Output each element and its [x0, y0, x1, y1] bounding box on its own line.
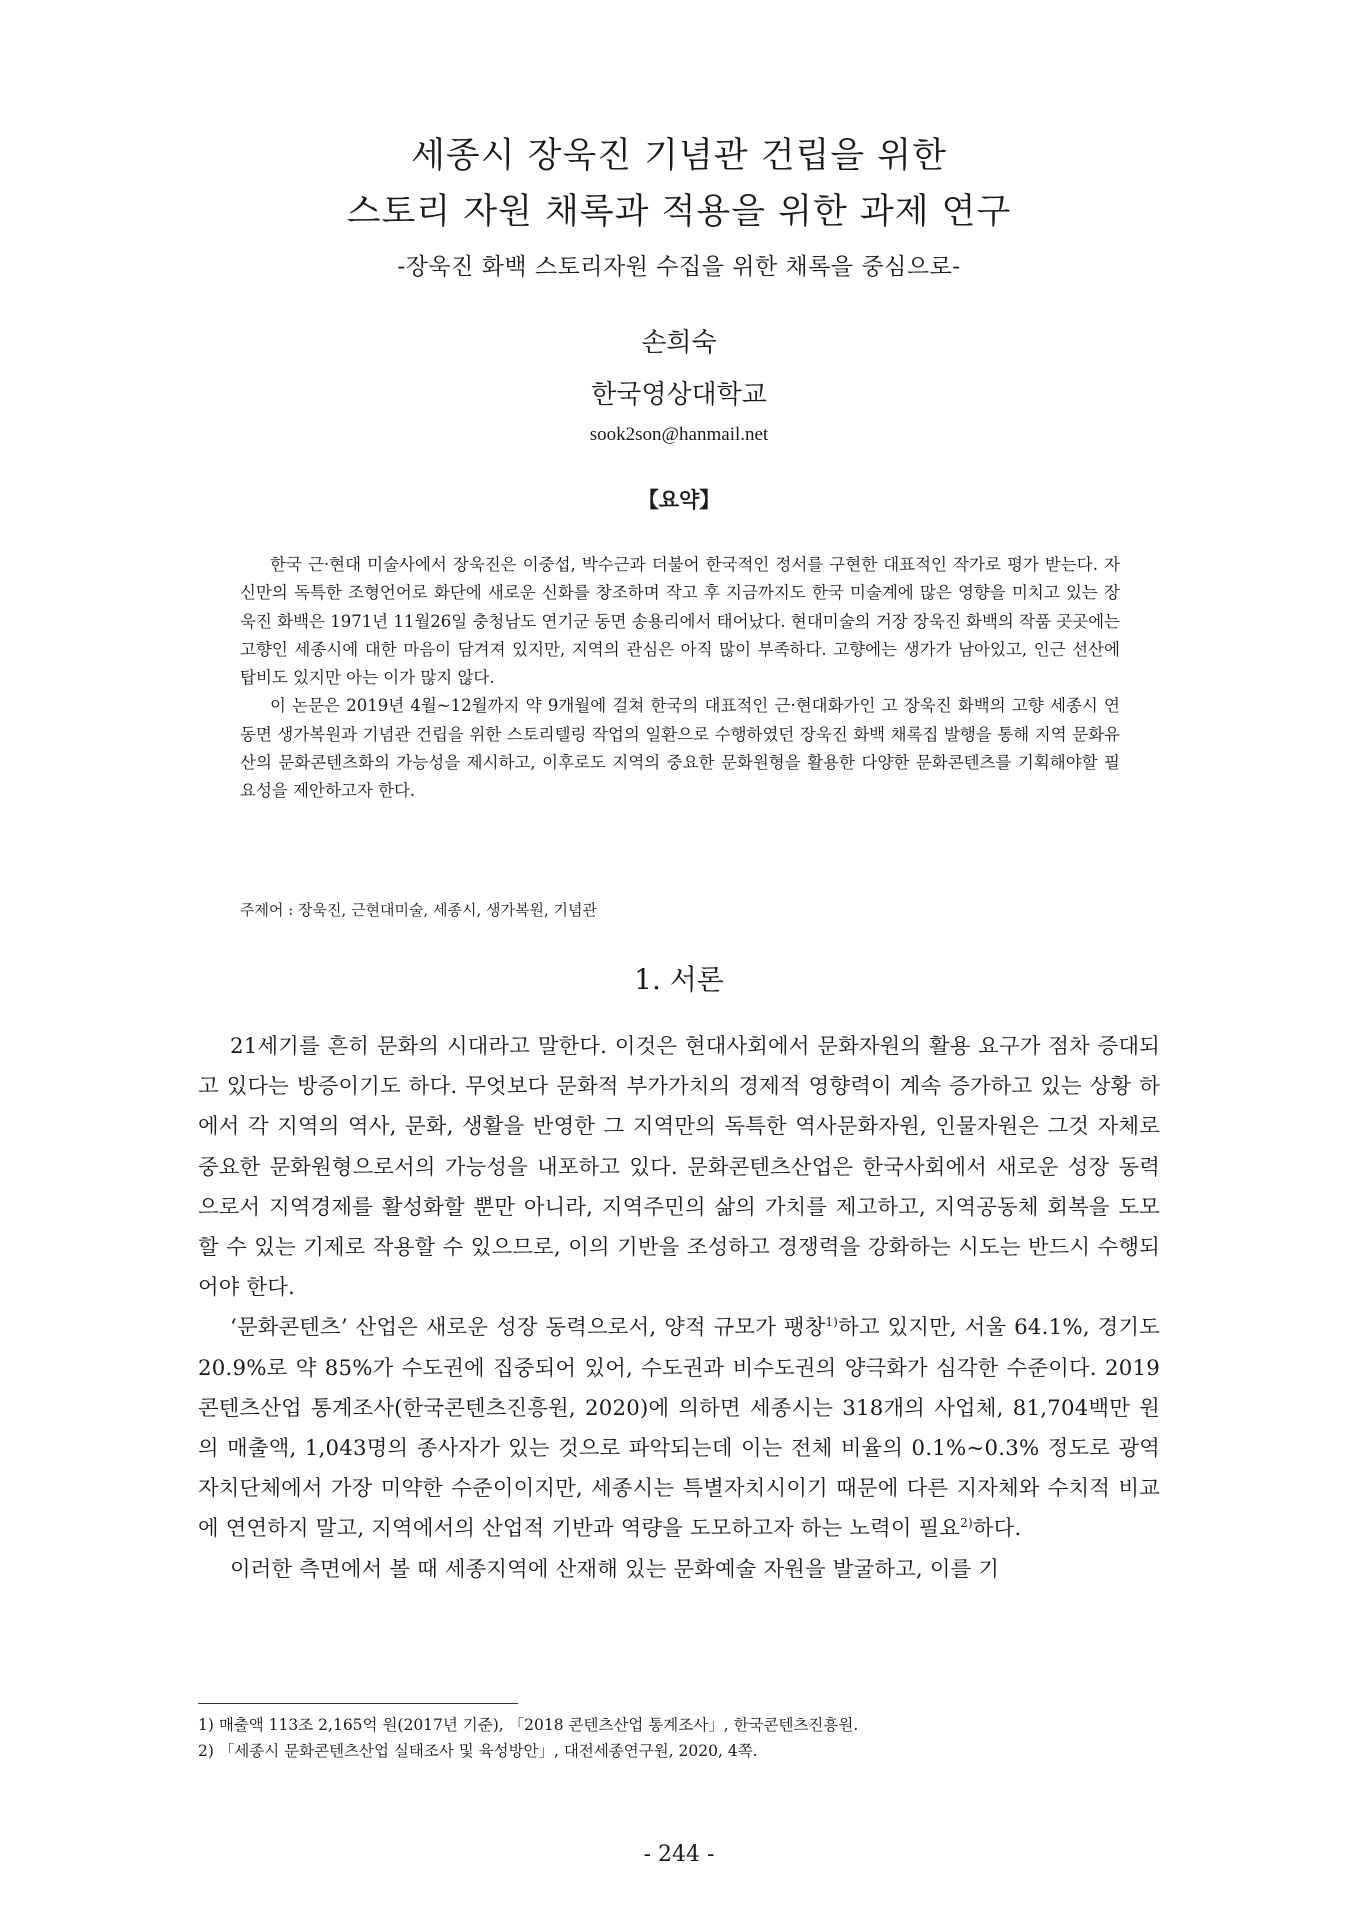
paper-subtitle: -장욱진 화백 스토리자원 수집을 위한 채록을 중심으로- [397, 254, 961, 280]
author-name: 손희숙 [641, 328, 717, 358]
body-paragraph: 이러한 측면에서 볼 때 세종지역에 산재해 있는 문화예술 자원을 발굴하고, 이를 기 [230, 1556, 1000, 1582]
abstract-heading: 【요약】 [637, 487, 721, 512]
body-paragraph: 21세기를 흔히 문화의 시대라고 말한다. 이것은 현대사회에서 문화자원의 활용 요구가 점차 증대되고 있다는 방증이기도 하다. 무엇보다 문화적 부가가치의 경제적 영향력이 계속 증가하고 있는 상황 하에서 각 지역의 역사, 문화, 생활을 반영한 그 지역만의 독특한 역사문화자원, 인물자원은 그것 자체로 중요한 문화원형으로서의 가능성을 내포하고 있다. 문화콘텐츠산업은 한국사회에서 새로운 성장 동력으로서 지역경제를 활성화할 뿐만 아니라, 지역주민의 삶의 가치를 제고하고, 지역공동체 회복을 도모할 수 있는 기제로 작용할 수 있으므로, 이의 기반을 조성하고 경쟁력을 강화하는 시도는 반드시 수행되어야 한다. [198, 1034, 1160, 1301]
section-heading: 1. 서론 [634, 963, 724, 996]
footnote-ref[interactable]: 1) [825, 1315, 839, 1330]
footnotes [198, 1712, 858, 1764]
footnote: 2) 「세종시 문화콘텐츠산업 실태조사 및 육성방안」, 대전세종연구원, 2020, 4쪽. [198, 1742, 758, 1760]
author-affiliation: 한국영상대학교 [591, 380, 767, 410]
abstract-paragraph: 한국 근·현대 미술사에서 장욱진은 이중섭, 박수근과 더불어 한국적인 정서를 구현한 대표적인 작가로 평가 받는다. 자신만의 독특한 조형언어로 화단에 새로운 신화를 창조하며 작고 후 지금까지도 한국 미술계에 많은 영향을 미치고 있는 장욱진 화백은 1971년 11월26일 충청남도 연기군 동면 송용리에서 태어났다. 현대미술의 거장 장욱진 화백의 작품 곳곳에는 고향인 세종시에 대한 마음이 담겨져 있지만, 지역의 관심은 아직 많이 부족하다. 고향에는 생가가 남아있고, 인근 선산에 탑비도 있지만 아는 이가 많지 않다. [240, 555, 1120, 688]
page-number: - 244 - [643, 1842, 715, 1867]
paper-title-line2: 스토리 자원 채록과 적용을 위한 과제 연구 [346, 192, 1012, 232]
abstract [240, 551, 1120, 806]
footnote-rule [198, 1703, 518, 1704]
body-text-span: 하다. [972, 1516, 1022, 1542]
footnote-ref[interactable]: 2) [960, 1516, 973, 1531]
paper-title-line1: 세종시 장욱진 기념관 건립을 위한 [411, 136, 947, 176]
body-text-span: ‘문화콘텐츠’ 산업은 새로운 성장 동력으로서, 양적 규모가 팽창 [230, 1315, 826, 1341]
keywords: 주제어 : 장욱진, 근현대미술, 세종시, 생가복원, 기념관 [240, 901, 598, 919]
footnote: 1) 매출액 113조 2,165억 원(2017년 기준), 「2018 콘텐츠산업 통계조사」, 한국콘텐츠진흥원. [198, 1716, 859, 1734]
author-email: sook2son@hanmail.net [589, 424, 769, 445]
abstract-paragraph: 이 논문은 2019년 4월~12월까지 약 9개월에 걸쳐 한국의 대표적인 근·현대화가인 고 장욱진 화백의 고향 세종시 연동면 생가복원과 기념관 건립을 위한 스토리텔링 작업의 일환으로 수행하였던 장욱진 화백 채록집 발행을 통해 지역 문화유산의 문화콘텐츠화의 가능성을 제시하고, 이후로도 지역의 중요한 문화원형을 활용한 다양한 문화콘텐츠를 기획해야할 필요성을 제안하고자 한다. [240, 696, 1120, 801]
body-text-span: 하고 있지만, 서울 64.1%, 경기도 20.9%로 약 85%가 수도권에 집중되어 있어, 수도권과 비수도권의 양극화가 심각한 수준이다. 2019 콘텐츠산업 통계조사(한국콘텐츠진흥원, 2020)에 의하면 세종시는 318개의 사업체, 81,704백만 원의 매출액, 1,043명의 종사자가 있는 것으로 파악되는데 이는 전체 비율의 0.1%~0.3% 정도로 광역자치단체에서 가장 미약한 수준이이지만, 세종시는 특별자치시이기 때문에 다른 지자체와 수치적 비교에 연연하지 말고, 지역에서의 산업적 기반과 역량을 도모하고자 하는 노력이 필요 [198, 1315, 1160, 1542]
body-text [198, 1027, 1160, 1590]
body-paragraph [198, 1308, 1160, 1549]
